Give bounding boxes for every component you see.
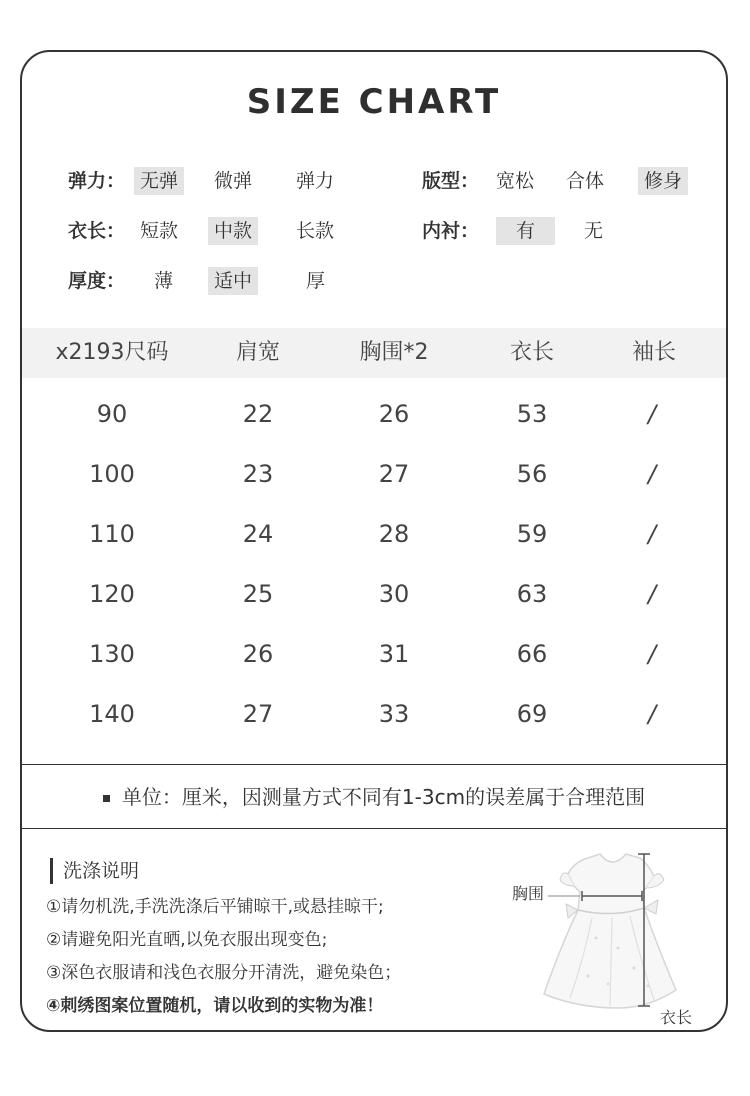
cell-size: 130 xyxy=(89,640,135,668)
cell-sleeve: / xyxy=(647,400,657,428)
attr-option-selected: 中款 xyxy=(208,217,258,245)
table-row xyxy=(22,574,726,614)
chest-label: 胸围 xyxy=(512,884,545,903)
header-size: x2193尺码 xyxy=(55,340,169,365)
cell-sleeve: / xyxy=(647,640,657,668)
unit-note-text: 单位：厘米，因测量方式不同有1-3cm的误差属于合理范围 xyxy=(121,785,646,809)
cell-shoulder: 26 xyxy=(242,640,274,668)
cell-chest: 30 xyxy=(378,580,410,608)
attr-label: 弹力： xyxy=(68,170,126,192)
attr-thickness xyxy=(68,267,388,295)
cell-size: 140 xyxy=(89,700,135,728)
attr-option-selected: 适中 xyxy=(208,267,258,295)
attr-elasticity xyxy=(68,167,388,195)
cell-chest: 26 xyxy=(378,400,410,428)
cell-sleeve: / xyxy=(647,700,657,728)
wash-line: ②请避免阳光直晒,以免衣服出现变色; xyxy=(46,930,328,950)
attr-option: 弹力 xyxy=(296,170,335,192)
cell-size: 90 xyxy=(96,400,128,428)
cell-length: 66 xyxy=(516,640,548,668)
attr-option: 长款 xyxy=(296,220,335,242)
wash-line-emphasis: ④刺绣图案位置随机，请以收到的实物为准！ xyxy=(46,996,384,1016)
attr-option-selected: 有 xyxy=(496,217,555,245)
cell-length: 59 xyxy=(516,520,548,548)
wash-line: ①请勿机洗,手洗洗涤后平铺晾干,或悬挂晾干; xyxy=(46,897,384,917)
attr-option: 薄 xyxy=(154,270,174,292)
attr-option: 宽松 xyxy=(496,170,535,192)
attr-fit xyxy=(422,167,722,195)
cell-shoulder: 22 xyxy=(242,400,274,428)
dress-icon xyxy=(508,848,708,1028)
attr-option: 微弹 xyxy=(214,170,253,192)
header-shoulder: 肩宽 xyxy=(235,340,280,365)
attr-option-selected: 无弹 xyxy=(134,167,184,195)
cell-length: 63 xyxy=(516,580,548,608)
table-header xyxy=(22,328,726,378)
cell-shoulder: 25 xyxy=(242,580,274,608)
cell-sleeve: / xyxy=(647,460,657,488)
attr-lining xyxy=(422,217,722,245)
header-length: 衣长 xyxy=(509,340,554,365)
header-chest: 胸围*2 xyxy=(359,340,429,365)
table-row xyxy=(22,514,726,554)
table-row xyxy=(22,694,726,734)
cell-shoulder: 24 xyxy=(242,520,274,548)
cell-size: 110 xyxy=(89,520,135,548)
unit-note xyxy=(22,782,726,812)
attr-label: 厚度： xyxy=(68,270,126,292)
bullet-icon xyxy=(103,795,110,802)
cell-chest: 28 xyxy=(378,520,410,548)
attr-label: 衣长： xyxy=(68,220,126,242)
header-sleeve: 袖长 xyxy=(631,340,676,365)
page-title: SIZE CHART xyxy=(246,82,502,122)
attr-label: 版型： xyxy=(422,170,480,192)
cell-length: 56 xyxy=(516,460,548,488)
table-row xyxy=(22,634,726,674)
cell-sleeve: / xyxy=(647,580,657,608)
wash-title: 洗涤说明 xyxy=(50,858,139,884)
cell-length: 69 xyxy=(516,700,548,728)
attr-option: 合体 xyxy=(566,170,605,192)
cell-sleeve: / xyxy=(647,520,657,548)
attr-option-selected: 修身 xyxy=(638,167,688,195)
dress-measure-diagram xyxy=(508,848,708,1028)
cell-length: 53 xyxy=(516,400,548,428)
attr-length xyxy=(68,217,388,245)
cell-chest: 31 xyxy=(378,640,410,668)
attr-label: 内衬： xyxy=(422,220,480,242)
length-label: 衣长 xyxy=(660,1008,693,1027)
divider xyxy=(22,764,726,765)
attr-option: 无 xyxy=(584,220,604,242)
cell-shoulder: 23 xyxy=(242,460,274,488)
cell-shoulder: 27 xyxy=(242,700,274,728)
cell-chest: 33 xyxy=(378,700,410,728)
wash-line: ③深色衣服请和浅色衣服分开清洗，避免染色； xyxy=(46,963,402,983)
table-row xyxy=(22,394,726,434)
attr-option: 短款 xyxy=(140,220,179,242)
cell-chest: 27 xyxy=(378,460,410,488)
table-row xyxy=(22,454,726,494)
cell-size: 100 xyxy=(89,460,135,488)
attr-option: 厚 xyxy=(306,270,326,292)
size-chart-card xyxy=(20,50,728,1032)
divider xyxy=(22,828,726,829)
cell-size: 120 xyxy=(89,580,135,608)
